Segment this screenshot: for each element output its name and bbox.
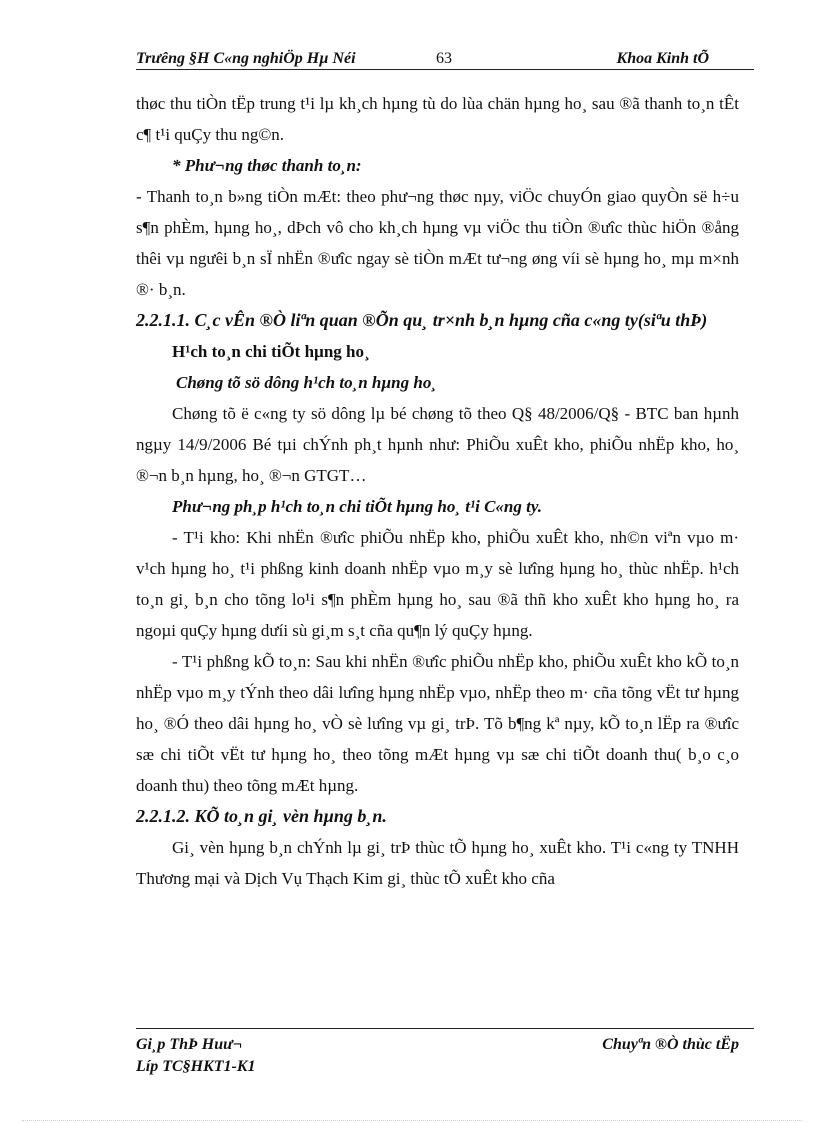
- footer-author: Gi¸p ThÞ Huư¬: [136, 1036, 243, 1053]
- header-faculty: Khoa Kinh tÕ: [616, 50, 709, 67]
- header-school: Trưêng §H C«ng nghiÖp Hµ Néi: [136, 50, 356, 67]
- footer-title: Chuyªn ®Ò thùc tËp: [602, 1036, 739, 1053]
- heading-payment-method: * Phư¬ng thøc thanh to¸n:: [172, 156, 362, 175]
- paragraph-accounting-dept: - T¹i phßng kÕ to¸n: Sau khi nhËn ®ưîc phiÕu nhËp kho, phiÕu xuÊt kho kÕ to¸n nhËp vµo m¸y tÝnh theo dâi lưîng hµng nhËp vµo, nhËp theo m· cña tõng vËt tư hµng ho¸ ®Ó theo dâi hµng ho¸ vÒ sè lưîng vµ gi¸ trÞ. Tõ b¶ng kª nµy, kÕ to¸n lËp ra ®ưîc sæ chi tiÕt vËt tư hµng ho¸ theo tõng mÆt hµng vµ sæ chi tiÕt doanh thu( b¸o c¸o doanh thu) theo tõng mÆt hµng.: [136, 652, 739, 795]
- header-rule: [136, 69, 754, 70]
- page-number: 63: [436, 50, 452, 67]
- footer-class: Líp TC§HKT1-K1: [136, 1058, 256, 1075]
- paragraph-cash-payment: - Thanh to¸n b»ng tiÒn mÆt: theo phư¬ng thøc nµy, viÖc chuyÓn giao quyÒn së h÷u s¶n phÈm, hµng ho¸, dÞch vô cho kh¸ch hµng vµ viÖc thu tiÒn ®ưîc thùc hiÖn ®ång thêi vµ ngưêi b¸n sÏ nhËn ®ưîc ngay sè tiÒn mÆt tư¬ng øng víi sè hµng ho¸ mµ m×nh ®· b¸n.: [136, 187, 739, 299]
- section-heading-2-2-1-1: 2.2.1.1. C¸c vÊn ®Ò liªn quan ®Õn qu¸ tr×nh b¸n hµng cña c«ng ty(siªu thÞ): [136, 310, 708, 330]
- section-heading-2-2-1-2: 2.2.1.2. KÕ to¸n gi¸ vèn hµng b¸n.: [136, 806, 387, 826]
- document-body: [136, 88, 739, 894]
- page-bottom-border: [22, 1120, 802, 1121]
- page-footer: [136, 1034, 739, 1078]
- paragraph-cost-of-goods: Gi¸ vèn hµng b¸n chÝnh lµ gi¸ trÞ thùc tÕ hµng ho¸ xuÊt kho. T¹i c«ng ty TNHH Thương mại và Dịch Vụ Thạch Kim gi¸ thùc tÕ xuÊt kho cña: [136, 838, 739, 888]
- footer-rule: [136, 1028, 754, 1029]
- heading-accounting-method: Phư¬ng ph¸p h¹ch to¸n chi tiÕt hµng ho¸ t¹i C«ng ty.: [172, 497, 542, 516]
- heading-documents-used: Chøng tõ sö dông h¹ch to¸n hµng ho¸: [176, 373, 438, 392]
- paragraph-documents: Chøng tõ ë c«ng ty sö dông lµ bé chøng tõ theo Q§ 48/2006/Q§ - BTC ban hµnh ngµy 14/9/2006 Bé tµi chÝnh ph¸t hµnh như: PhiÕu xuÊt kho, phiÕu nhËp kho, ho¸ ®¬n b¸n hµng, ho¸ ®¬n GTGT…: [136, 404, 739, 485]
- paragraph-intro: thøc thu tiÒn tËp trung t¹i lµ kh¸ch hµng tù do lùa chän hµng ho¸ sau ®ã thanh to¸n tÊt c¶ t¹i quÇy thu ng©n.: [136, 94, 739, 144]
- page-header: [136, 50, 754, 70]
- paragraph-warehouse: - T¹i kho: Khi nhËn ®ưîc phiÕu nhËp kho, phiÕu xuÊt kho, nh©n viªn vµo m· v¹ch hµng ho¸ t¹i phßng kinh doanh nhËp vµo m¸y sè lưîng hµng ho¸ thùc nhËp. h¹ch to¸n gi¸ b¸n cho tõng lo¹i s¶n phÈm hµng ho¸ sau ®ã thñ kho xuÊt kho hµng ho¸ ra ngoµi quÇy hµng dưíi sù gi¸m s¸t cña qu¶n lý quÇy hµng.: [136, 528, 739, 640]
- heading-detail-accounting: H¹ch to¸n chi tiÕt hµng ho¸: [172, 342, 370, 361]
